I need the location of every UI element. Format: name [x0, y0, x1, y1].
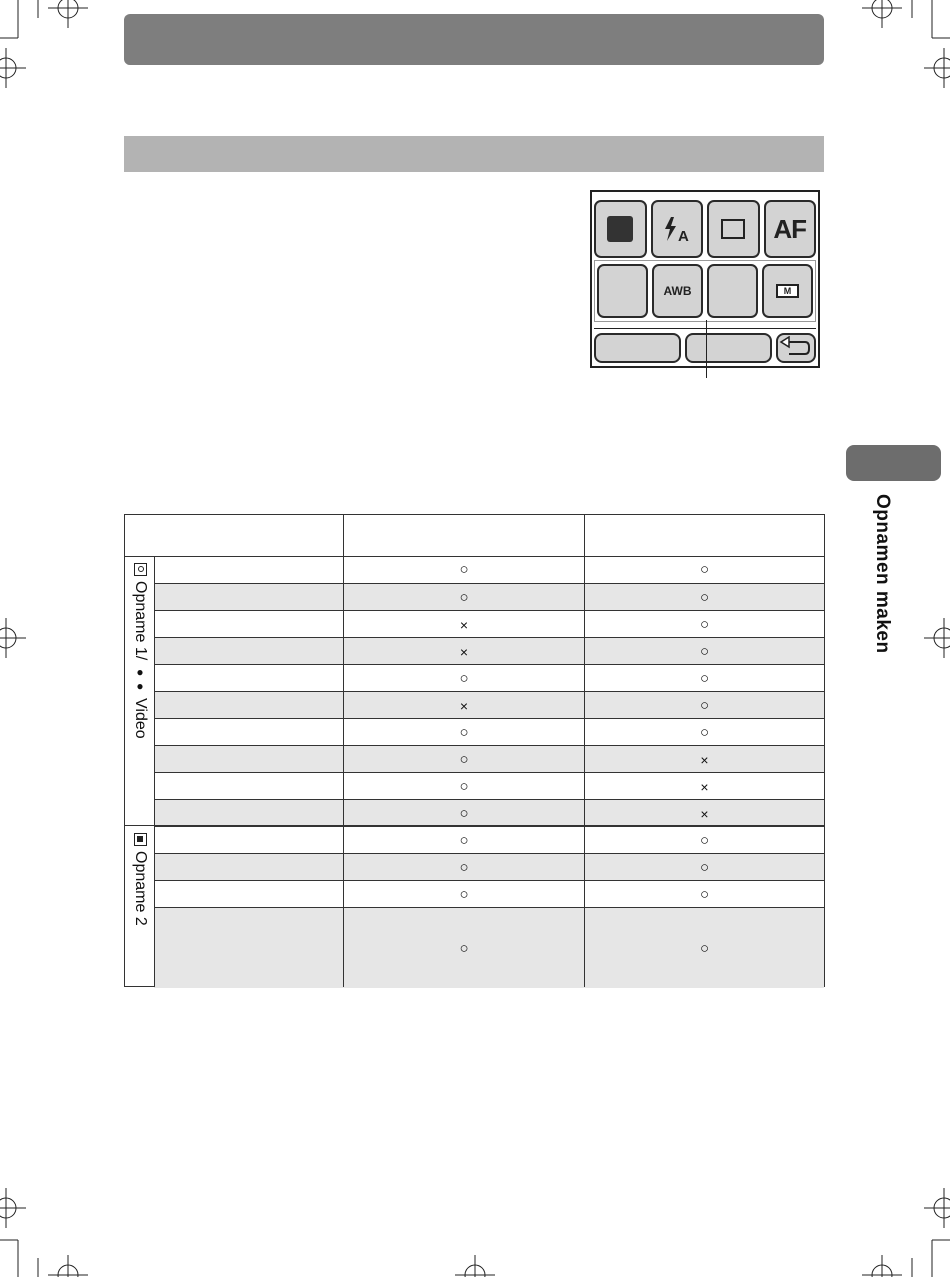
cell-symbol: ○ — [699, 589, 710, 606]
cell-symbol: × — [459, 616, 469, 633]
panel-button-blank-2 — [707, 264, 758, 318]
table-row — [154, 664, 824, 692]
camera-screen-illustration — [590, 190, 820, 368]
cell-symbol: ○ — [459, 589, 469, 606]
group-divider — [125, 825, 824, 826]
table-row — [154, 637, 824, 665]
video-icon: ●● — [133, 665, 147, 694]
section-heading-bar — [124, 136, 824, 172]
cell-symbol: ○ — [699, 939, 710, 957]
table-cell-col1 — [344, 665, 584, 692]
table-cell-col1 — [344, 800, 584, 827]
table-cell-col1 — [344, 827, 584, 854]
chapter-tab — [846, 445, 941, 481]
table-cell-col2 — [584, 692, 825, 719]
panel-row-1 — [594, 200, 816, 258]
table-cell-col2 — [584, 908, 825, 988]
cell-symbol: ○ — [459, 805, 469, 822]
awb-label: AWB — [663, 284, 692, 298]
group-1-text: Opname 1/ — [132, 581, 149, 661]
chapter-title-bar — [124, 14, 824, 65]
table-row — [154, 745, 824, 773]
panel-bottom-button-1 — [594, 333, 681, 363]
group-column-divider — [154, 556, 155, 987]
shooting-mode-button — [594, 200, 647, 258]
cell-symbol: ○ — [459, 751, 469, 768]
table-cell-col1 — [344, 556, 584, 583]
table-cell-col1 — [344, 746, 584, 773]
cell-symbol: ○ — [699, 670, 710, 687]
cell-symbol: ○ — [459, 724, 469, 741]
cell-symbol: ○ — [459, 670, 469, 687]
cell-symbol: × — [700, 751, 709, 768]
cell-symbol: × — [700, 778, 709, 795]
cell-symbol: ○ — [459, 561, 469, 578]
table-cell-col2 — [584, 556, 825, 583]
table-cell-col2 — [584, 746, 825, 773]
table-row — [154, 799, 824, 827]
table-row — [154, 826, 824, 854]
table-cell-col1 — [344, 692, 584, 719]
cell-symbol: × — [700, 805, 709, 822]
cell-symbol: ○ — [699, 886, 710, 903]
group-label-opname-2 — [131, 833, 149, 926]
flash-auto-icon — [661, 214, 693, 244]
panel-bottom-button-2 — [685, 333, 772, 363]
cell-symbol: ○ — [699, 724, 710, 741]
return-icon — [779, 336, 813, 360]
table-row — [154, 772, 824, 800]
group-label-opname-1 — [131, 563, 149, 739]
table-cell-col1 — [344, 773, 584, 800]
flash-mode-button — [651, 200, 704, 258]
manual-button — [762, 264, 813, 318]
table-cell-col1 — [344, 908, 584, 988]
shooting-mode-2-icon — [134, 833, 147, 846]
table-cell-col2 — [584, 827, 825, 854]
table-cell-col1 — [344, 584, 584, 611]
cell-symbol: ○ — [699, 697, 710, 714]
table-cell-col1 — [344, 854, 584, 881]
table-row — [154, 718, 824, 746]
callout-leader-line — [706, 320, 707, 378]
group-2-text: Opname 2 — [132, 851, 149, 926]
cell-symbol: ○ — [459, 939, 469, 957]
table-cell-col1 — [344, 611, 584, 638]
af-button — [764, 200, 817, 258]
chapter-tab-label: Opnamen maken — [872, 494, 893, 654]
drive-mode-button — [707, 200, 760, 258]
cell-symbol: ○ — [699, 616, 710, 633]
cell-symbol: ○ — [459, 886, 469, 903]
cell-symbol: ○ — [459, 832, 469, 849]
group-1-video-text: Video — [132, 698, 149, 739]
awb-button — [652, 264, 703, 318]
table-row — [154, 853, 824, 881]
table-row — [154, 583, 824, 611]
panel-row-3 — [594, 328, 816, 366]
table-header — [125, 515, 824, 557]
table-row — [154, 610, 824, 638]
panel-row-2 — [594, 260, 816, 322]
table-cell-col1 — [344, 638, 584, 665]
table-row — [154, 556, 824, 583]
table-row — [154, 691, 824, 719]
table-cell-col2 — [584, 638, 825, 665]
cell-symbol: × — [459, 697, 469, 714]
cell-symbol: ○ — [699, 561, 710, 578]
cell-symbol: ○ — [459, 859, 469, 876]
filled-square-icon — [607, 216, 633, 242]
svg-text:A: A — [677, 228, 689, 244]
camera-mode-icon — [134, 563, 147, 576]
table-row — [154, 880, 824, 908]
table-cell-col1 — [344, 719, 584, 746]
table-cell-col2 — [584, 719, 825, 746]
table-cell-col2 — [584, 800, 825, 827]
cell-symbol: ○ — [699, 832, 710, 849]
drive-mode-icon — [721, 219, 745, 239]
table-cell-col2 — [584, 854, 825, 881]
af-label: AF — [773, 213, 807, 244]
table-cell-col2 — [584, 584, 825, 611]
settings-table — [124, 514, 825, 987]
table-row — [154, 907, 824, 988]
cell-symbol: ○ — [699, 643, 710, 660]
table-cell-col2 — [584, 881, 825, 908]
column-divider-1 — [343, 515, 344, 987]
m-label: M — [776, 284, 800, 298]
column-divider-2 — [584, 515, 585, 987]
table-cell-col2 — [584, 665, 825, 692]
cell-symbol: × — [459, 643, 469, 660]
cell-symbol: ○ — [699, 859, 710, 876]
cell-symbol: ○ — [459, 778, 469, 795]
table-cell-col2 — [584, 611, 825, 638]
panel-button-blank-1 — [597, 264, 648, 318]
return-button — [776, 333, 816, 363]
table-cell-col2 — [584, 773, 825, 800]
table-cell-col1 — [344, 881, 584, 908]
